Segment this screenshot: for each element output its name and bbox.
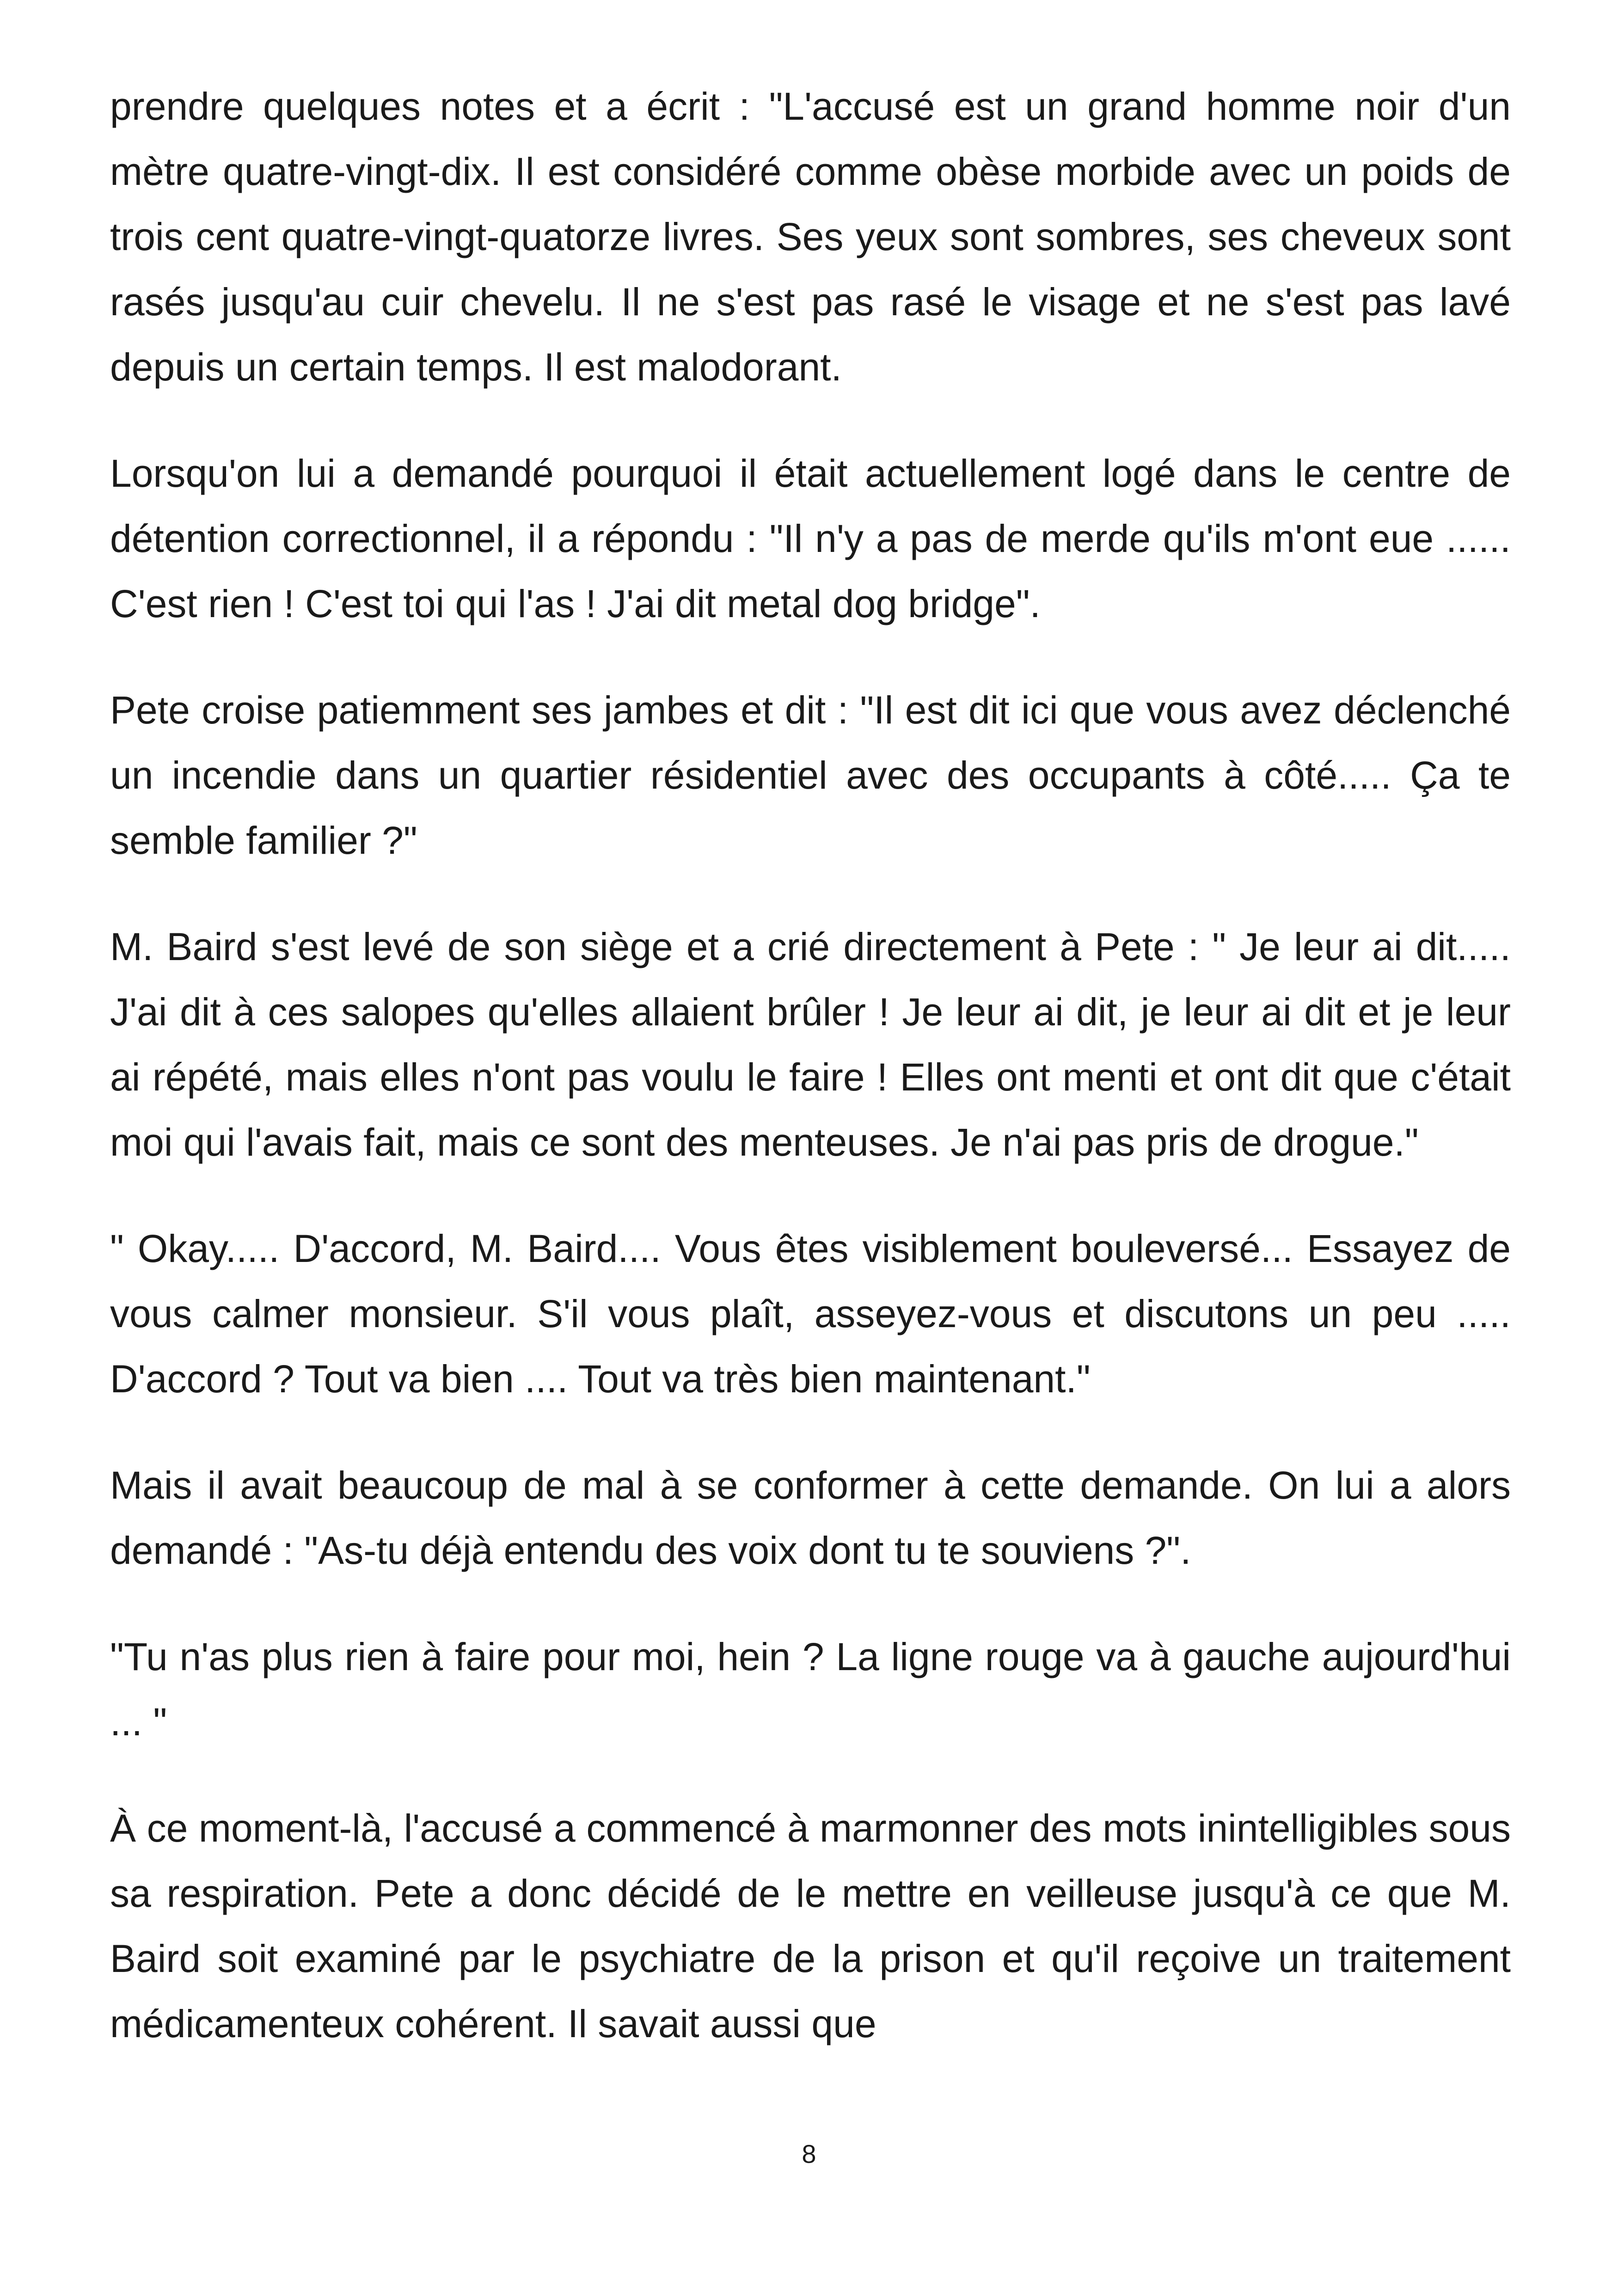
paragraph-2: Lorsqu'on lui a demandé pourquoi il était actuellement logé dans le centre de détention correctionnel, il a répondu : "Il n'y a pas de merde qu'ils m'ont eue ...... C'est rien ! C'est toi qui l'as ! J'ai dit metal dog bridge". xyxy=(110,452,1511,625)
paragraph-6: Mais il avait beaucoup de mal à se conformer à cette demande. On lui a alors demandé : "As-tu déjà entendu des voix dont tu te souviens ?". xyxy=(110,1463,1511,1572)
paragraph-8: À ce moment-là, l'accusé a commencé à marmonner des mots inintelligibles sous sa respiration. Pete a donc décidé de le mettre en veilleuse jusqu'à ce que M. Baird soit examiné par le psychiatre de la prison et qu'il reçoive un traitement médicamenteux cohérent. Il savait aussi que xyxy=(110,1806,1511,2045)
paragraph-5: " Okay..... D'accord, M. Baird.... Vous êtes visiblement bouleversé... Essayez de vous calmer monsieur. S'il vous plaît, asseyez-vous et discutons un peu ..... D'accord ? Tout va bien .... Tout va très bien maintenant." xyxy=(110,1227,1511,1401)
paragraph-3: Pete croise patiemment ses jambes et dit : "Il est dit ici que vous avez déclenché un incendie dans un quartier résidentiel avec des occupants à côté..... Ça te semble familier ?" xyxy=(110,688,1511,862)
body-text xyxy=(110,74,1511,2057)
paragraph-7: "Tu n'as plus rien à faire pour moi, hein ? La ligne rouge va à gauche aujourd'hui ... " xyxy=(110,1635,1511,1744)
paragraph-4: M. Baird s'est levé de son siège et a crié directement à Pete : " Je leur ai dit..... J'ai dit à ces salopes qu'elles allaient brûler ! Je leur ai dit, je leur ai dit et je leur ai répété, mais elles n'ont pas voulu le faire ! Elles ont menti et ont dit que c'était moi qui l'avais fait, mais ce sont des menteuses. Je n'ai pas pris de drogue." xyxy=(110,925,1511,1164)
page-number: 8 xyxy=(802,2139,816,2168)
paragraph-1: prendre quelques notes et a écrit : "L'accusé est un grand homme noir d'un mètre quatre-vingt-dix. Il est considéré comme obèse morbide avec un poids de trois cent quatre-vingt-quatorze livres. Ses yeux sont sombres, ses cheveux sont rasés jusqu'au cuir chevelu. Il ne s'est pas rasé le visage et ne s'est pas lavé depuis un certain temps. Il est malodorant. xyxy=(110,85,1511,389)
